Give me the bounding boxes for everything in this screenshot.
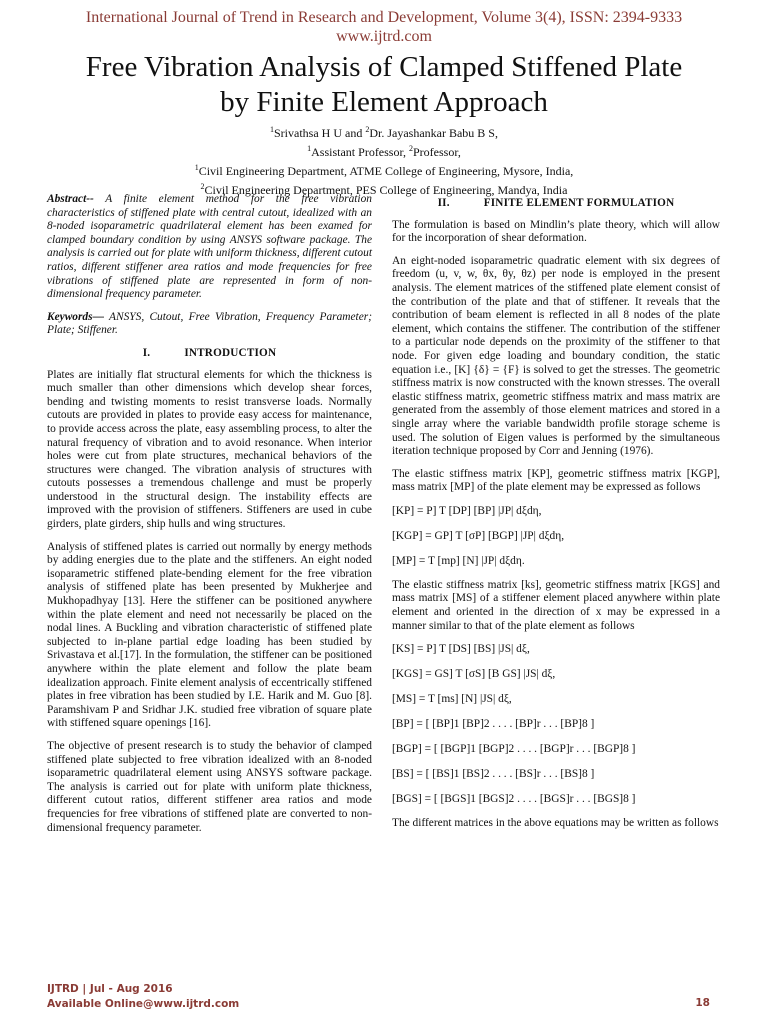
equation-mp: [MP] = T [mp] [N] |JP| dξdη. <box>392 554 525 567</box>
formulation-paragraph-1: The formulation is based on Mindlin’s plate theory, which will allow for the incorporation of shear deformation. <box>392 218 720 245</box>
abstract-text: A finite element method for the free vibration characteristics of stiffened plate with central cutout, idealized with an 8-noded isoparametric quadrilateral element has been examed for clamped boundary condition by using ANSYS software package. The analysis is carried out for plate with uniform thickness, different cutout ratios, different stiffener area ratios and mode frequencies for free vibrations of stiffened plate are represented in form of non-dimensional frequency parameter. <box>47 193 372 301</box>
equation-bgs: [BGS] = [ [BGS]1 [BGS]2 . . . . [BGS]r . . . [BGS]8 ] <box>392 793 636 806</box>
equation-ms: [MS] = T [ms] [N] |JS| dξ, <box>392 693 512 706</box>
intro-paragraph-2: Analysis of stiffened plates is carried out normally by energy methods by adding energies due to the plate and the stiffeners. An eight noded isoparametric stiffened plate-bending element for the free vibration analysis of stiffened plate has been presented by Mukherjee and Mukhopadhyay [13]. Here the stiffener can be positioned anywhere within the plate element and need not necessarily be placed on the nodal lines. A Buckling and vibration characteristic of stiffened plate subjected to in-plane partial edge loading has been studied by Srivastava et al.[17]. In the formulation, the stiffener can be positioned anywhere within the plate element and follow the plate beam idealization approach. Finite element analysis of eccentrically stiffened plates in free vibration has been studied by I.E. Harik and M. Guo [8]. Paramshivam P and Sridhar J.K. studied free vibration of square plate with stiffened square openings [16]. <box>47 540 372 730</box>
abstract <box>47 193 372 302</box>
equation-kgs: [KGS] = GS] T [σS] [B GS] |JS| dξ, <box>392 668 556 681</box>
formulation-paragraph-3: The elastic stiffness matrix [KP], geometric stiffness matrix [KGP], mass matrix [MP] of the plate element may be expressed as follows <box>392 467 720 494</box>
footer <box>47 982 239 1012</box>
affiliation-1: $^1$Civil Engineering Department, ATME College of Engineering, Mysore, India, <box>194 163 574 178</box>
intro-paragraph-3: The objective of present research is to study the behavior of clamped stiffened plate subjected to free vibration idealized with an 8-noded isoparametric quadrilateral element using ANSYS software package. The analysis is carried out for plate with uniform plate thickness, different cutout ratios, different stiffener area ratios and mode frequencies for free vibrations of stiffened plate are converted to non-dimensional frequency parameter. <box>47 739 372 834</box>
journal-website[interactable]: www.ijtrd.com <box>336 28 432 45</box>
footer-issue: IJTRD | Jul - Aug 2016 <box>47 983 173 995</box>
equation-ks: [KS] = P] T [DS] [BS] |JS| dξ, <box>392 643 530 656</box>
keywords-label: Keywords— <box>47 310 104 323</box>
section-heading-introduction: I. INTRODUCTION <box>142 346 277 359</box>
equation-bgp: [BGP] = [ [BGP]1 [BGP]2 . . . . [BGP]r . . . [BGP]8 ] <box>392 743 636 756</box>
page-number: 18 <box>695 997 710 1009</box>
footer-online[interactable]: Available Online@www.ijtrd.com <box>47 998 240 1010</box>
equation-kp: [KP] = P] T [DP] [BP] |JP| dξdη, <box>392 504 542 517</box>
journal-citation: International Journal of Trend in Research and Development, Volume 3(4), ISSN: 2394-9333 <box>85 9 683 26</box>
author-positions: $^1$Assistant Professor, $^2$Professor, <box>307 144 461 159</box>
title-line-2: by Finite Element Approach <box>220 86 548 118</box>
keywords <box>47 311 372 338</box>
formulation-paragraph-2: An eight-noded isoparametric quadratic element with six degrees of freedom (u, v, w, θx, θy, θz) per node is employed in the present analysis. The element matrices of the stiffened plate element consist of the contribution of the plate and that of stiffener. It reveals that the contribution of beam element is reflected in all 8 nodes of the plate element, which contains the stiffener. The contribution of the stiffener to a particular node depends on the proximity of the stiffener to that node. For given edge loading and boundary condition, the static equation i.e., [K] {δ} = {F} is solved to get the stresses. The geometric stiffness matrix is now constructed with the known stresses. The overall elastic stiffness matrix, geometric stiffness matrix and mass matrix are generated from the assembly of those element matrices and stored in a single array where the variable bandwidth profile storage scheme is used. The solution of Eigen values is performed by the simultaneous iteration technique proposed by Corr and Jenning (1976). <box>392 254 720 458</box>
keywords-text: ANSYS, Cutout, Free Vibration, Frequency Parameter; Plate; Stiffener. <box>47 310 372 337</box>
journal-header <box>0 8 768 46</box>
abstract-label: Abstract-- <box>47 193 94 205</box>
formulation-paragraph-5: The different matrices in the above equations may be written as follows <box>392 817 719 830</box>
section-heading-formulation: II. FINITE ELEMENT FORMULATION <box>437 197 675 209</box>
author-names: $^1$Srivathsa H U and $^2$Dr. Jayashankar Babu B S, <box>270 125 498 140</box>
affiliation-2: $^2$Civil Engineering Department, PES College of Engineering, Mandya, India <box>200 182 568 197</box>
equation-bp: [BP] = [ [BP]1 [BP]2 . . . . [BP]r . . . [BP]8 ] <box>392 718 595 731</box>
page-title <box>0 50 768 120</box>
title-line-1: Free Vibration Analysis of Clamped Stiffened Plate <box>85 51 683 83</box>
left-column <box>47 193 372 844</box>
intro-paragraph-1: Plates are initially flat structural elements for which the thickness is much smaller than other dimensions which develop shear forces, bending and twisting moments to resist transverse loads. Normally cutouts are provided in plates to provide easy access for maintenance, to provide access across the plate, easy assembling process, to alter the natural frequency of vibration and to avoid resonance. When interior holes were cut from plate structures, mechanical behaviors of the structures were changed. The vibration analysis of structures with cutouts possesses a tremendous challenge and must be properly understood in the structural design. The instability effects are improved with the provision of stiffeners. Stiffeners are used in cube girders, plate girders, ship hulls and wing structures. <box>47 368 372 531</box>
author-block <box>0 122 768 198</box>
equation-kgp: [KGP] = GP] T [σP] [BGP] |JP| dξdη, <box>392 529 565 542</box>
formulation-paragraph-4: The elastic stiffness matrix [ks], geometric stiffness matrix [KGS] and mass matrix [MS] of a stiffener element placed anywhere within plate element and oriented in the direction of x may be expressed in a manner similar to that of the plate element as follows <box>392 578 720 632</box>
equation-bs: [BS] = [ [BS]1 [BS]2 . . . . [BS]r . . . [BS]8 ] <box>392 768 595 781</box>
right-column <box>392 193 720 840</box>
